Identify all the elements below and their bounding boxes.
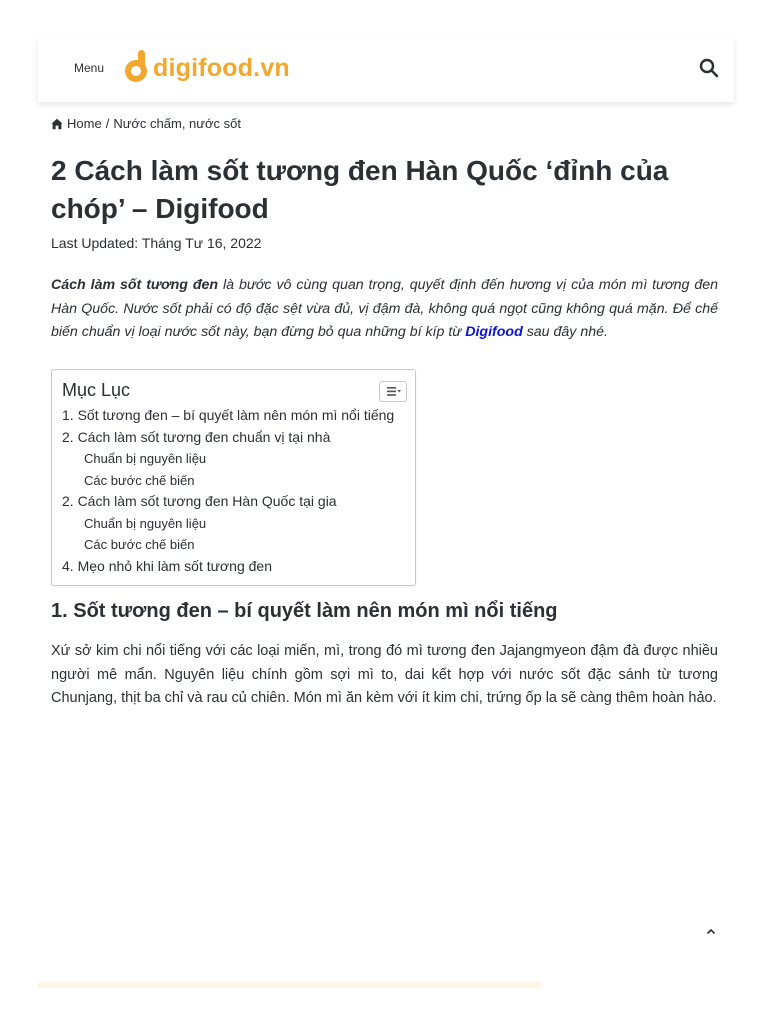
- toc-subitem-2-2[interactable]: Các bước chế biến: [84, 472, 195, 488]
- toc-subitem-3-2[interactable]: Các bước chế biến: [84, 537, 195, 552]
- breadcrumb-home-link[interactable]: Home: [67, 116, 102, 131]
- site-logo[interactable]: [123, 50, 290, 86]
- toc-item-3[interactable]: 2. Cách làm sốt tương đen Hàn Quốc tại gia: [62, 493, 337, 509]
- toc-subitem-2-1[interactable]: Chuẩn bị nguyên liệu: [84, 451, 207, 466]
- chevron-up-icon[interactable]: [703, 923, 719, 939]
- toc-subitem-3-1[interactable]: Chuẩn bị nguyên liệu: [84, 515, 207, 531]
- intro-text-1: là bước vô cùng quan trọng, quyết định đến hương vị của món mì tương đen Hàn Quốc. Nước sốt phải có độ đặc sệt vừa đủ, vị đậm đà, không quá ngọt cũng không quá mặn. Để chế biến chuẩn vị loại nước sốt này, bạn đừng bỏ qua những bí kíp từ: [51, 277, 719, 340]
- logo-text: digifood.vn: [153, 53, 290, 82]
- toc-item-2[interactable]: 2. Cách làm sốt tương đen chuẩn vị tại nhà: [62, 428, 331, 445]
- section-paragraph-1: Xứ sở kim chi nổi tiếng với các loại miến, mì, trong đó mì tương đen Jajangmyeon đậm đà được nhiều người mê mẩn. Nguyên liệu chính gồm sợi mì to, dai kết hợp với nước sốt đặc sánh từ tương Chunjang, thịt ba chỉ và rau củ chiên. Món mì ăn kèm với ít kim chi, trứng ốp la sẽ càng thêm hoàn hảo.: [51, 643, 718, 706]
- last-updated-date: Last Updated: Tháng Tư 16, 2022: [51, 235, 262, 251]
- intro-text-2: sau đây nhé.: [522, 324, 608, 340]
- intro-paragraph: [51, 274, 718, 345]
- site-header: [38, 36, 734, 102]
- section-heading-1: 1. Sốt tương đen – bí quyết làm nên món mì nổi tiếng: [51, 600, 558, 622]
- digifood-link[interactable]: Digifood: [465, 324, 523, 340]
- page-title: 2 Cách làm sốt tương đen Hàn Quốc ‘đỉnh của chóp’ – Digifood: [51, 155, 669, 224]
- breadcrumb-separator: /: [105, 116, 110, 131]
- intro-bold-lead: Cách làm sốt tương đen: [51, 277, 219, 293]
- toc-item-1[interactable]: 1. Sốt tương đen – bí quyết làm nên món mì nổi tiếng: [62, 407, 395, 423]
- logo-icon: [123, 50, 151, 86]
- search-icon[interactable]: [698, 57, 720, 79]
- list-toggle-icon: [380, 382, 406, 401]
- toc-toggle-button[interactable]: [379, 381, 407, 402]
- breadcrumb: [51, 116, 241, 131]
- menu-button[interactable]: Menu: [74, 61, 105, 75]
- home-icon: [51, 118, 63, 130]
- toc-title: Mục Lục: [62, 380, 131, 400]
- toc-item-4[interactable]: 4. Mẹo nhỏ khi làm sốt tương đen: [62, 557, 272, 574]
- table-of-contents: [51, 369, 416, 586]
- breadcrumb-category-link[interactable]: Nước chấm, nước sốt: [113, 116, 241, 131]
- toc-list: [62, 405, 394, 577]
- bottom-banner-strip: [38, 982, 541, 988]
